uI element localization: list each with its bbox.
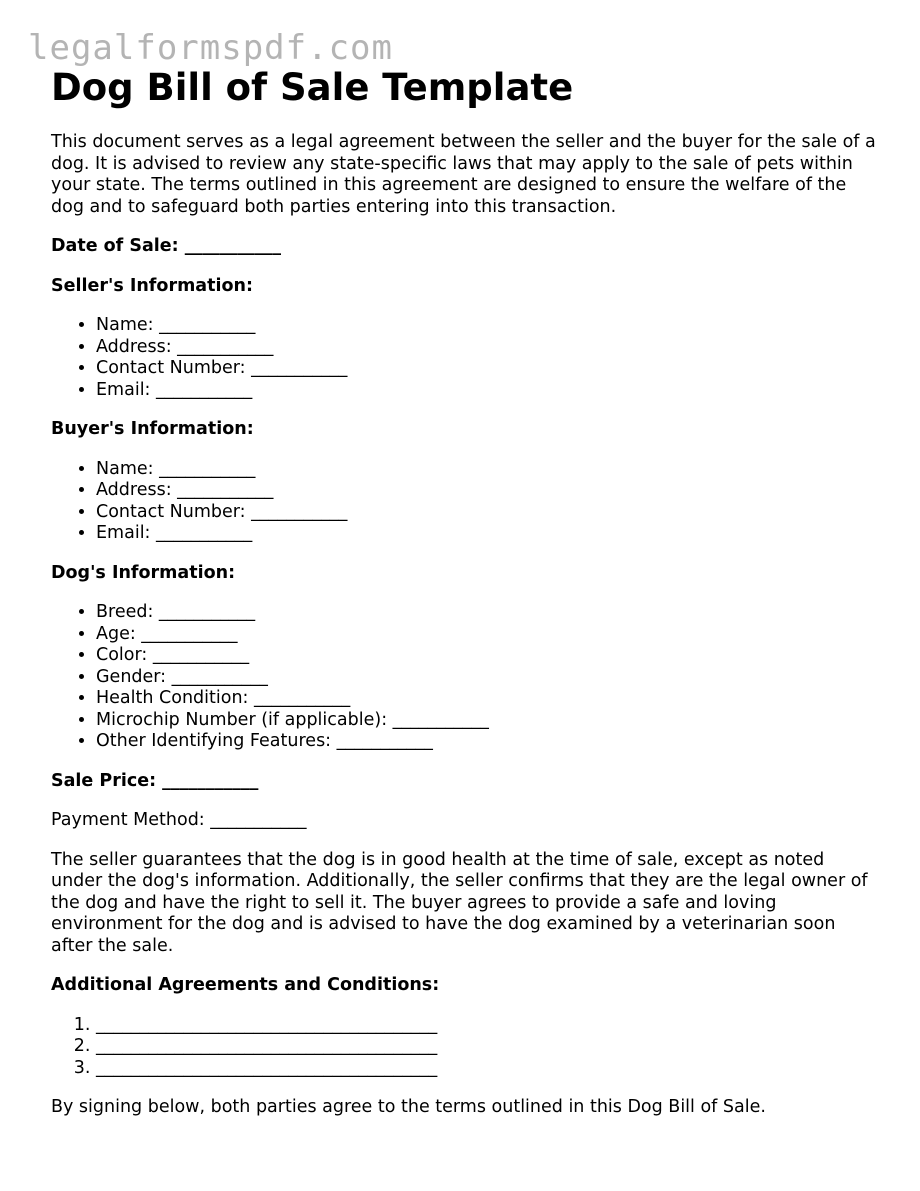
dog-heading-text: Dog's Information: <box>51 562 236 583</box>
payment-method-field[interactable]: Payment Method: ___________ <box>51 810 307 830</box>
date-of-sale <box>51 236 881 258</box>
additional-heading-text: Additional Agreements and Conditions: <box>51 975 440 995</box>
buyer-email-field[interactable]: • Email: ___________ <box>96 523 881 545</box>
seller-email-field[interactable]: • Email: ___________ <box>96 380 881 402</box>
dog-breed-field[interactable]: • Breed: ___________ <box>96 602 881 624</box>
buyer-contact-field[interactable]: • Contact Number: ___________ <box>96 502 881 524</box>
additional-conditions-list <box>51 1015 881 1080</box>
buyer-name-field[interactable]: • Name: ___________ <box>96 459 881 481</box>
page-title: Dog Bill of Sale Template <box>51 66 574 109</box>
dog-health-field[interactable]: • Health Condition: ___________ <box>96 688 881 710</box>
seller-name-field[interactable]: • Name: ___________ <box>96 315 881 337</box>
watermark: legalformspdf.com <box>28 28 393 68</box>
seller-fields <box>51 315 881 401</box>
document <box>51 66 881 1119</box>
condition-line-3[interactable]: 3. _______________________________________ <box>96 1058 881 1080</box>
buyer-fields <box>51 459 881 545</box>
condition-line-2[interactable]: 2. _______________________________________ <box>96 1036 881 1058</box>
sale-price <box>51 771 881 793</box>
dog-color-field[interactable]: • Color: ___________ <box>96 645 881 667</box>
seller-contact-field[interactable]: • Contact Number: ___________ <box>96 358 881 380</box>
buyer-address-field[interactable]: • Address: ___________ <box>96 480 881 502</box>
dog-fields <box>51 602 881 753</box>
intro-paragraph: This document serves as a legal agreement between the seller and the buyer for the sale of a dog. It is advised to review any state-specific laws that may apply to the sale of pets within your state. The terms outlined in this agreement are designed to ensure the welfare of the dog and to safeguard both parties entering into this transaction. <box>51 132 876 217</box>
dog-features-field[interactable]: • Other Identifying Features: ___________ <box>96 731 881 753</box>
seller-address-field[interactable]: • Address: ___________ <box>96 337 881 359</box>
buyer-heading <box>51 419 881 441</box>
additional-heading <box>51 975 881 997</box>
sale-price-label[interactable]: Sale Price: ___________ <box>51 770 259 791</box>
buyer-heading-text: Buyer's Information: <box>51 419 254 439</box>
dog-heading <box>51 563 881 585</box>
dog-gender-field[interactable]: • Gender: ___________ <box>96 667 881 689</box>
date-of-sale-label: Date of Sale: ___________ <box>51 236 282 256</box>
guarantee-paragraph: The seller guarantees that the dog is in good health at the time of sale, except as noted under the dog's information. Additionally, the seller confirms that they are the legal owner of the dog and have the right to sell it. The buyer agrees to provide a safe and loving environment for the dog and is advised to have the dog examined by a veterinarian soon after the sale. <box>51 849 868 956</box>
seller-heading <box>51 276 881 298</box>
signing-statement: By signing below, both parties agree to the terms outlined in this Dog Bill of Sale. <box>51 1097 766 1117</box>
dog-microchip-field[interactable]: • Microchip Number (if applicable): ___________ <box>96 710 881 732</box>
seller-heading-text: Seller's Information: <box>51 275 253 296</box>
condition-line-1[interactable]: 1. _______________________________________ <box>96 1015 881 1037</box>
dog-age-field[interactable]: • Age: ___________ <box>96 624 881 646</box>
